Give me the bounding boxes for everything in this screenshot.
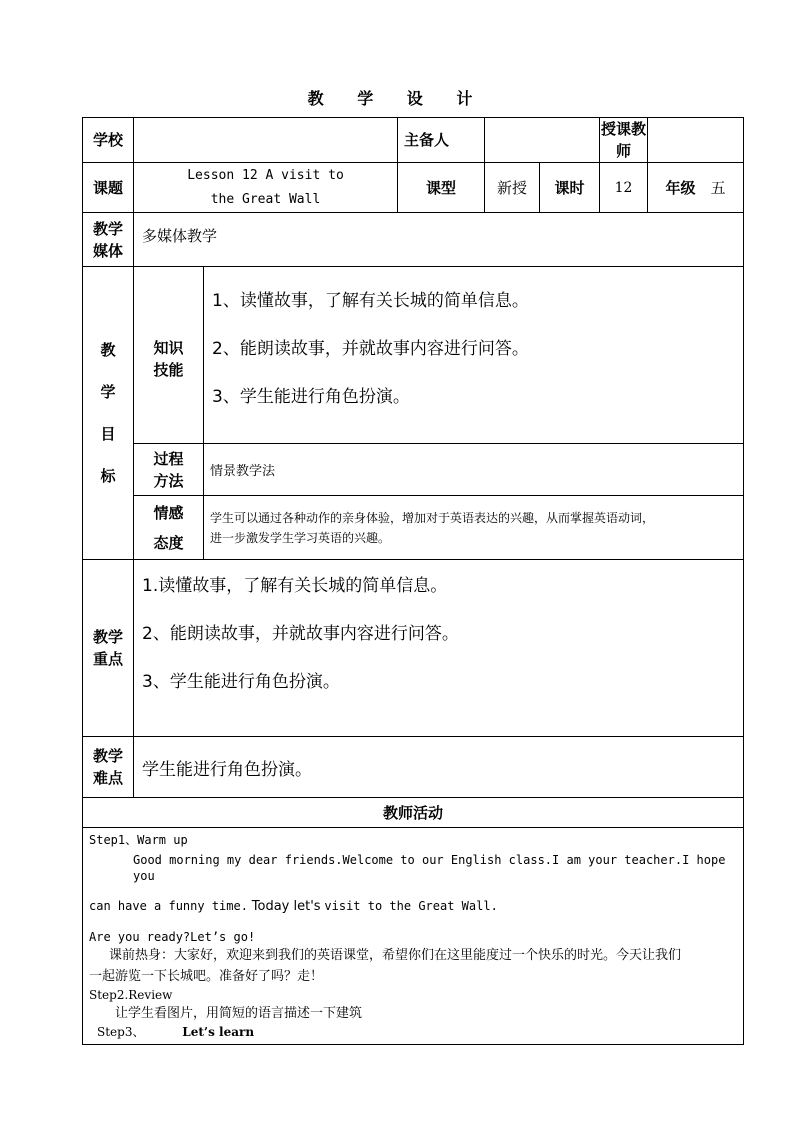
key-point-2: 2、能朗读故事，并就故事内容进行问答。 <box>142 624 459 644</box>
step1-english-line-1: Good morning my dear friends.Welcome to our English class.I am your teacher.I hope you <box>133 853 726 883</box>
goals-label <box>83 267 134 560</box>
key-point-1: 1.读懂故事，了解有关长城的简单信息。 <box>142 576 448 596</box>
media-row <box>83 213 744 267</box>
step1-english-line-2a: can have a funny time. <box>89 899 248 913</box>
knowledge-label <box>134 267 204 444</box>
media-label <box>83 213 134 267</box>
step2-chinese: 让学生看图片，用简短的语言描述一下建筑 <box>115 1006 363 1021</box>
difficulty-label-line-1: 教学 <box>92 747 123 765</box>
media-value: 多媒体教学 <box>134 213 744 267</box>
step1-english-line-2c: visit to the Great Wall. <box>324 899 498 913</box>
instructor-value[interactable] <box>648 118 744 163</box>
activity-content <box>83 828 744 1045</box>
key-points-label-line-2: 重点 <box>92 650 123 668</box>
activity-content-row <box>83 828 744 1045</box>
key-points-row <box>83 560 744 737</box>
difficulty-value: 学生能进行角色扮演。 <box>134 737 744 798</box>
lesson-plan-table <box>82 117 744 1045</box>
step1-chinese-line-1: 课前热身：大家好，欢迎来到我们的英语课堂，希望你们在这里能度过一个快乐的时光。今天让我们 <box>109 948 682 963</box>
step1-title: Step1、Warm up <box>89 833 188 847</box>
emotion-line-1: 学生可以通过各种动作的亲身体验，增加对于英语表达的兴趣，从而掌握英语动词， <box>210 510 655 525</box>
difficulty-label <box>83 737 134 798</box>
emotion-label <box>134 496 204 560</box>
process-label <box>134 444 204 496</box>
activity-header: 教师活动 <box>83 798 744 828</box>
step1-english-line-3: Are you ready?Let’s go! <box>89 930 256 944</box>
key-point-3: 3、学生能进行角色扮演。 <box>142 672 340 692</box>
difficulty-label-line-2: 难点 <box>92 769 123 787</box>
school-value[interactable] <box>134 118 398 163</box>
topic-row <box>83 163 744 213</box>
grade-label: 年级 <box>665 179 696 197</box>
key-points-items <box>134 560 744 737</box>
goals-label-char-4: 标 <box>100 467 116 485</box>
instructor-label: 授课教师 <box>600 118 648 163</box>
emotion-value <box>204 496 744 560</box>
emotion-label-line-1: 情感 <box>153 503 184 522</box>
process-row <box>83 444 744 496</box>
knowledge-items <box>204 267 744 444</box>
step1-english-line-2 <box>89 898 737 915</box>
school-label: 学校 <box>83 118 134 163</box>
hours-value: 12 <box>600 163 648 213</box>
knowledge-label-line-2: 技能 <box>153 361 184 379</box>
goals-label-char-3: 目 <box>100 425 116 443</box>
header-info-row <box>83 118 744 163</box>
goals-label-char-2: 学 <box>100 383 116 401</box>
step3-subtitle: Let’s learn <box>182 1025 255 1039</box>
process-label-line-2: 方法 <box>153 471 184 490</box>
media-label-line-1: 教学 <box>92 219 123 238</box>
knowledge-item-1: 1、读懂故事，了解有关长城的简单信息。 <box>212 291 529 311</box>
topic-line-2: the Great Wall <box>210 191 321 207</box>
difficulty-row <box>83 737 744 798</box>
step1-chinese-line-2: 一起游览一下长城吧。准备好了吗？走！ <box>89 969 324 984</box>
lesson-type-label: 课型 <box>398 163 485 213</box>
hours-label: 课时 <box>540 163 600 213</box>
topic-label: 课题 <box>83 163 134 213</box>
media-label-line-2: 媒体 <box>92 241 123 260</box>
step2-title: Step2.Review <box>89 988 173 1002</box>
topic-value <box>134 163 398 213</box>
topic-line-1: Lesson 12 A visit to <box>187 167 344 183</box>
grade-value: 五 <box>710 179 726 197</box>
document-title: 教 学 设 计 <box>307 89 487 108</box>
knowledge-label-line-1: 知识 <box>153 339 184 357</box>
knowledge-item-2: 2、能朗读故事，并就故事内容进行问答。 <box>212 339 529 359</box>
goals-label-char-1: 教 <box>100 341 116 359</box>
step3-line <box>89 1024 737 1040</box>
lead-teacher-value[interactable] <box>485 118 600 163</box>
process-value: 情景教学法 <box>204 444 744 496</box>
knowledge-row <box>83 267 744 444</box>
step3-title: Step3、 <box>97 1025 145 1039</box>
emotion-label-line-2: 态度 <box>153 533 184 552</box>
lead-teacher-label: 主备人 <box>398 118 485 163</box>
emotion-row <box>83 496 744 560</box>
emotion-line-2: 进一步激发学生学习英语的兴趣。 <box>210 530 391 545</box>
key-points-label-line-1: 教学 <box>92 628 123 646</box>
grade-cell <box>648 163 744 213</box>
lesson-type-value: 新授 <box>485 163 540 213</box>
activity-header-row <box>83 798 744 828</box>
key-points-label <box>83 560 134 737</box>
step1-english-line-2b: Today let's <box>251 899 321 914</box>
process-label-line-1: 过程 <box>153 449 184 468</box>
knowledge-item-3: 3、学生能进行角色扮演。 <box>212 387 410 407</box>
